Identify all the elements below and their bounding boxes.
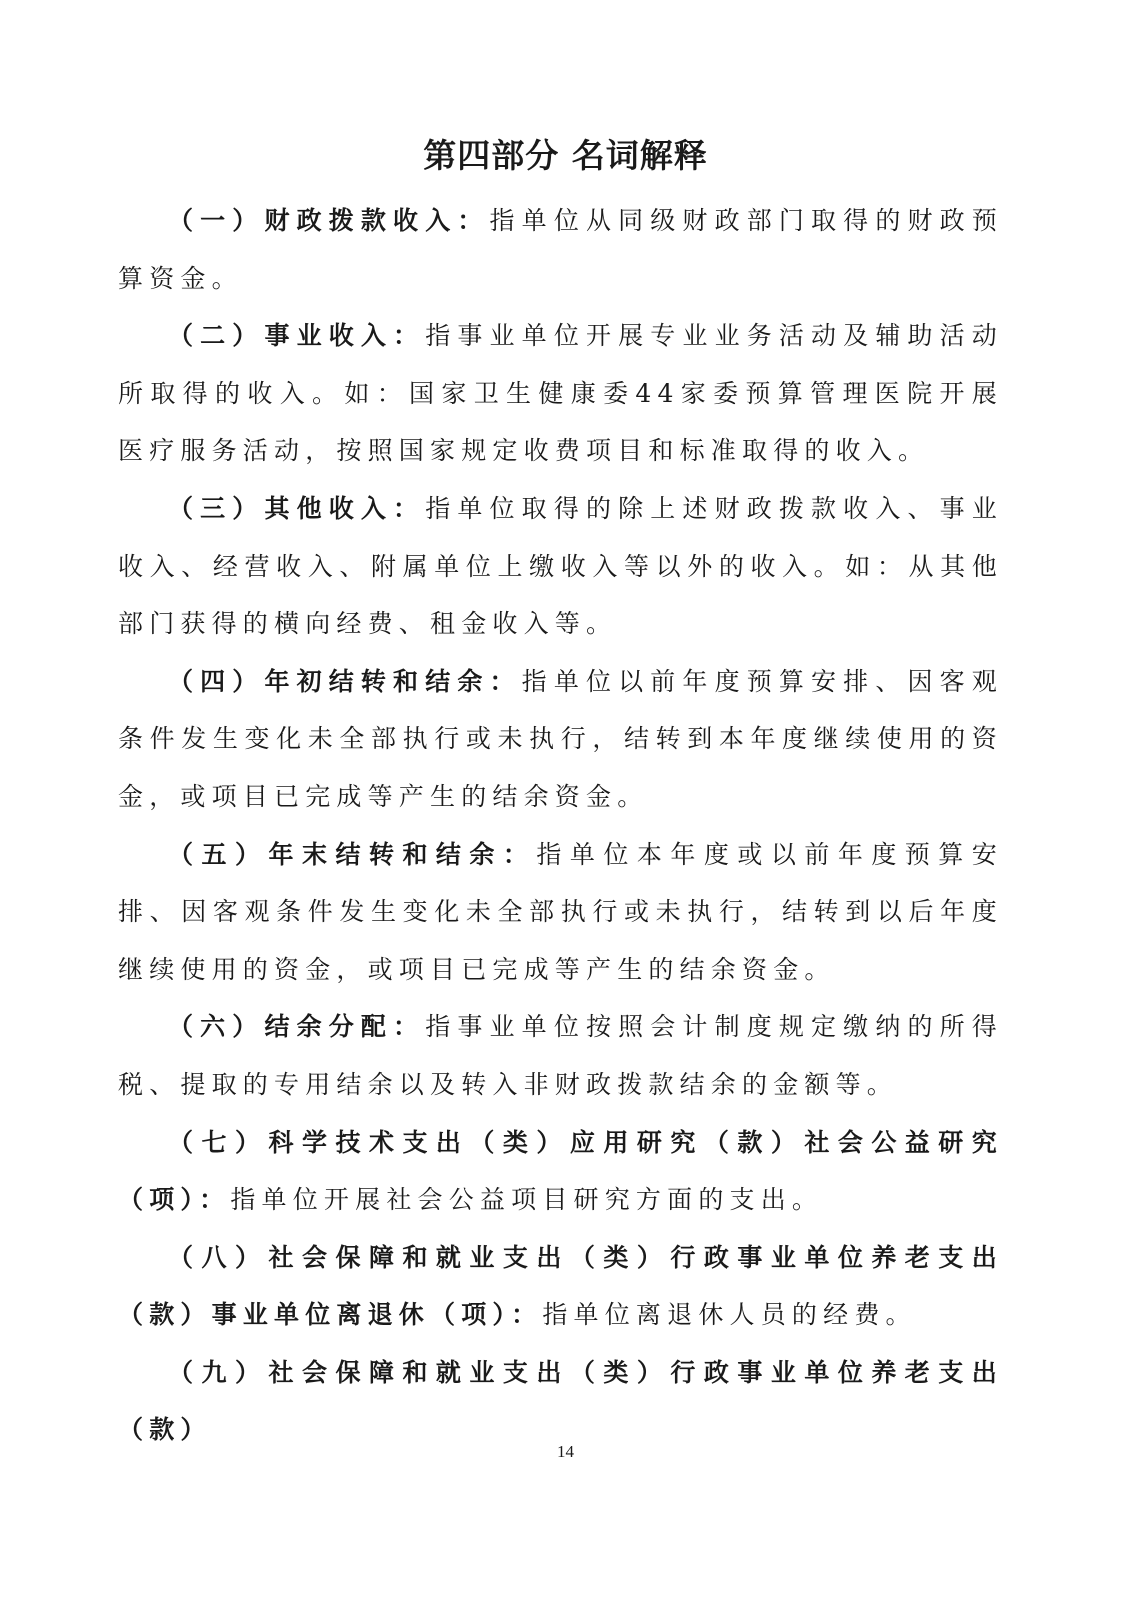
definition-term: （八）社会保障和就业支出（类）行政事业单位养老支出（款）事业单位离退休（项）：	[118, 1242, 1003, 1330]
definition-item	[118, 480, 1003, 653]
definition-text: 指单位以前年度预算安排、因客观条件发生变化未全部执行或未执行，结转到本年度继续使用的资金，或项目已完成等产生的结余资金。	[118, 666, 1003, 811]
definition-term: （七）科学技术支出（类）应用研究（款）社会公益研究（项）：	[118, 1127, 1003, 1215]
definition-item	[118, 307, 1003, 480]
definition-term: （一）财政拨款收入：	[168, 206, 490, 235]
definition-text: 指单位从同级财政部门取得的财政预算资金。	[118, 206, 1003, 293]
page-number: 14	[557, 1442, 574, 1461]
definition-text: 指单位离退休人员的经费。	[542, 1300, 917, 1330]
page-title: 第四部分 名词解释	[423, 136, 708, 175]
definition-item	[118, 998, 1003, 1113]
definition-term: （六）结余分配：	[168, 1012, 426, 1042]
definition-item	[118, 653, 1003, 826]
definition-text: 指单位本年度或以前年度预算安排、因客观条件发生变化未全部执行或未执行，结转到以后年度继续使用的资金，或项目已完成等产生的结余资金。	[118, 839, 1003, 984]
definition-text: 指单位取得的除上述财政拨款收入、事业收入、经营收入、附属单位上缴收入等以外的收入。如：从其他部门获得的横向经费、租金收入等。	[118, 493, 1003, 639]
definition-term: （三）其他收入：	[168, 493, 426, 523]
definition-item	[118, 1229, 1003, 1344]
definition-item	[118, 826, 1003, 999]
definition-term: （二）事业收入：	[168, 321, 426, 351]
definition-text: 指事业单位开展专业业务活动及辅助活动所取得的收入。如：国家卫生健康委44家委预算管理医院开展医疗服务活动，按照国家规定收费项目和标准取得的收入。	[118, 321, 1003, 466]
definition-text: 指事业单位按照会计制度规定缴纳的所得税、提取的专用结余以及转入非财政拨款结余的金额等。	[118, 1012, 1003, 1099]
definition-item	[118, 1114, 1003, 1229]
definition-term: （五）年末结转和结余：	[168, 839, 537, 869]
definition-item	[118, 192, 1003, 307]
definition-term: （九）社会保障和就业支出（类）行政事业单位养老支出（款）	[118, 1357, 1003, 1445]
definition-term: （四）年初结转和结余：	[168, 666, 522, 696]
definitions-list	[118, 192, 1003, 1459]
definition-text: 指单位开展社会公益项目研究方面的支出。	[230, 1185, 824, 1215]
